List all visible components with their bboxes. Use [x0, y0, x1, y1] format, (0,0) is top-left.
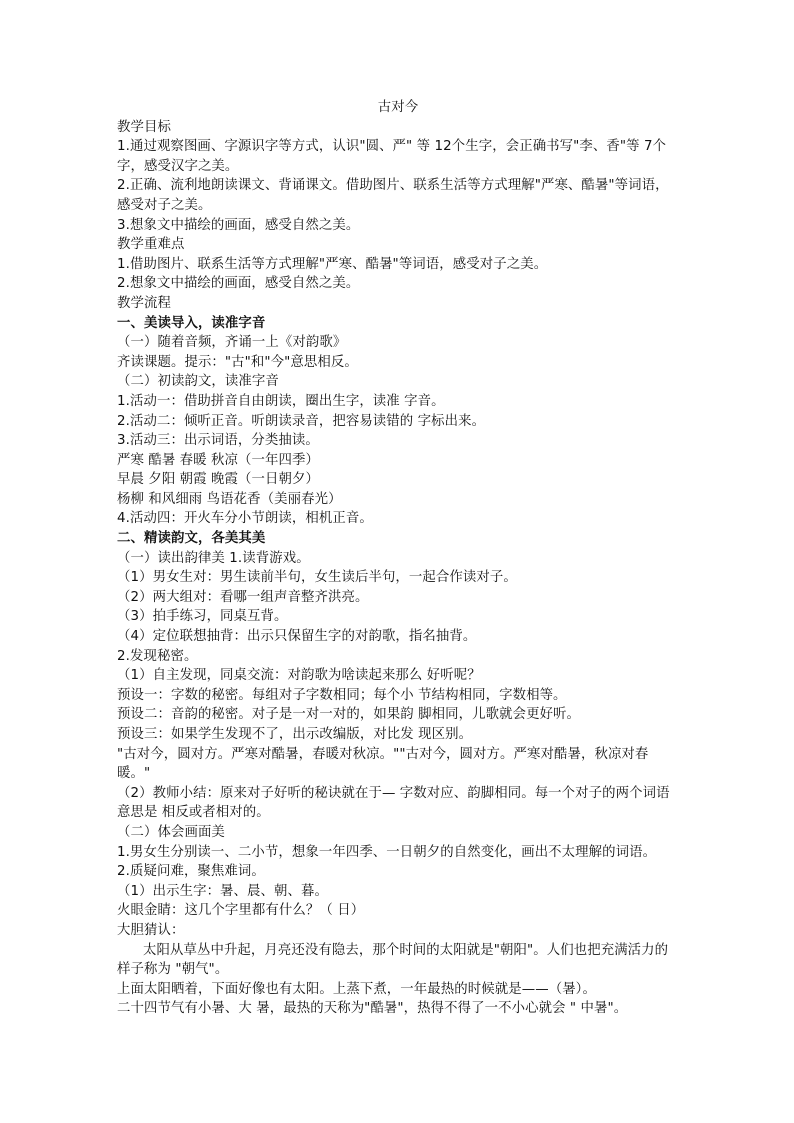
paragraph: 上面太阳晒着，下面好像也有太阳。上蒸下煮，一年最热的时候就是——（暑）。 — [117, 981, 596, 997]
paragraph: （一）随着音频，齐诵一上《对韵歌》 — [117, 335, 347, 351]
paragraph: 早晨 夕阳 朝霞 晚霞（一日朝夕） — [117, 472, 319, 488]
paragraph: （1）自主发现，同桌交流：对韵歌为啥读起来那么 好听呢？ — [117, 668, 481, 684]
paragraph: 预设三：如果学生发现不了，出示改编版，对比发 现区别。 — [117, 727, 473, 742]
paragraph: 3.想象文中描绘的画面，感受自然之美。 — [117, 217, 360, 233]
paragraph: （2）教师小结：原来对子好听的秘诀就在于— 字数对应、韵脚相同。每一个对子的两个词语意思是 相反或者相对的。 — [117, 785, 670, 821]
section-heading: 一、美读导入，读准字音 — [117, 315, 266, 331]
paragraph: 1.通过观察图画、字源识字等方式，认识"圆、严" 等 12个生字，会正确书写"李、香"等 7个字，感受汉字之美。 — [117, 139, 667, 174]
paragraph: 2.质疑问难，聚焦难词。 — [117, 864, 265, 880]
paragraph: 预设一：字数的秘密。每组对子字数相同；每个小 节结构相同，字数相等。 — [117, 687, 567, 703]
paragraph: 教学目标 — [117, 119, 171, 135]
paragraph: 二十四节气有小暑、大 暑，最热的天称为"酷暑"，热得不得了一不小心就会 " 中暑"。 — [117, 1001, 628, 1017]
paragraph: 太阳从草丛中升起，月亮还没有隐去，那个时间的太阳就是"朝阳"。人们也把充满活力的样子称为 "朝气"。 — [117, 942, 669, 978]
paragraph: （3）拍手练习，同桌互背。 — [117, 609, 288, 625]
paragraph: 大胆猜认： — [117, 922, 185, 938]
paragraph: 预设二：音韵的秘密。对子是一对一对的，如果韵 脚相同，儿歌就会更好听。 — [117, 707, 581, 723]
paragraph: 2.想象文中描绘的画面，感受自然之美。 — [117, 276, 360, 292]
document-body — [117, 118, 679, 1019]
document-page — [117, 98, 679, 1019]
paragraph: 2.发现秘密。 — [117, 648, 198, 664]
paragraph: 教学流程 — [117, 295, 171, 311]
paragraph: 4.活动四：开火车分小节朗读，相机正音。 — [117, 511, 373, 527]
document-title: 古对今 — [377, 100, 419, 115]
paragraph: （2）两大组对：看哪一组声音整齐洪亮。 — [117, 589, 369, 605]
paragraph: （二）初读韵文，读准字音 — [117, 374, 279, 390]
paragraph: （1）男女生对：男生读前半句，女生读后半句，一起合作读对子。 — [117, 570, 517, 586]
paragraph: 火眼金睛：这几个字里都有什么？（ 日） — [117, 903, 365, 919]
paragraph: （1）出示生字：暑、晨、朝、暮。 — [117, 883, 328, 899]
paragraph: "古对今，圆对方。严寒对酷暑，春暖对秋凉。""古对今，圆对方。严寒对酷暑，秋凉对春暖。" — [117, 746, 649, 782]
paragraph: 1.活动一：借助拼音自由朗读，圈出生字，读准 字音。 — [117, 393, 445, 409]
paragraph: 2.活动二：倾听正音。听朗读录音，把容易读错的 字标出来。 — [117, 413, 486, 429]
paragraph: 齐读课题。提示："古"和"今"意思相反。 — [117, 354, 358, 370]
paragraph: 1.男女生分别读一、二小节，想象一年四季、一日朝夕的自然变化，画出不太理解的词语。 — [117, 844, 657, 860]
paragraph: 2.正确、流利地朗读课文、背诵课文。借助图片、联系生活等方式理解"严寒、酷暑"等词语，感受对子之美。 — [117, 178, 669, 213]
section-heading: 二、精读韵文，各美其美 — [117, 531, 266, 547]
paragraph: 3.活动三：出示词语，分类抽读。 — [117, 433, 319, 449]
paragraph: （二）体会画面美 — [117, 824, 225, 840]
paragraph: （一）读出韵律美 1.读背游戏。 — [117, 550, 310, 566]
paragraph: 杨柳 和风细雨 鸟语花香（美丽春光） — [117, 491, 342, 507]
paragraph: 严寒 酷暑 春暖 秋凉（一年四季） — [117, 452, 319, 468]
paragraph: 1.借助图片、联系生活等方式理解"严寒、酷暑"等词语，感受对子之美。 — [117, 256, 548, 272]
paragraph: （4）定位联想抽背：出示只保留生字的对韵歌，指名抽背。 — [117, 629, 477, 645]
paragraph: 教学重难点 — [117, 237, 185, 253]
